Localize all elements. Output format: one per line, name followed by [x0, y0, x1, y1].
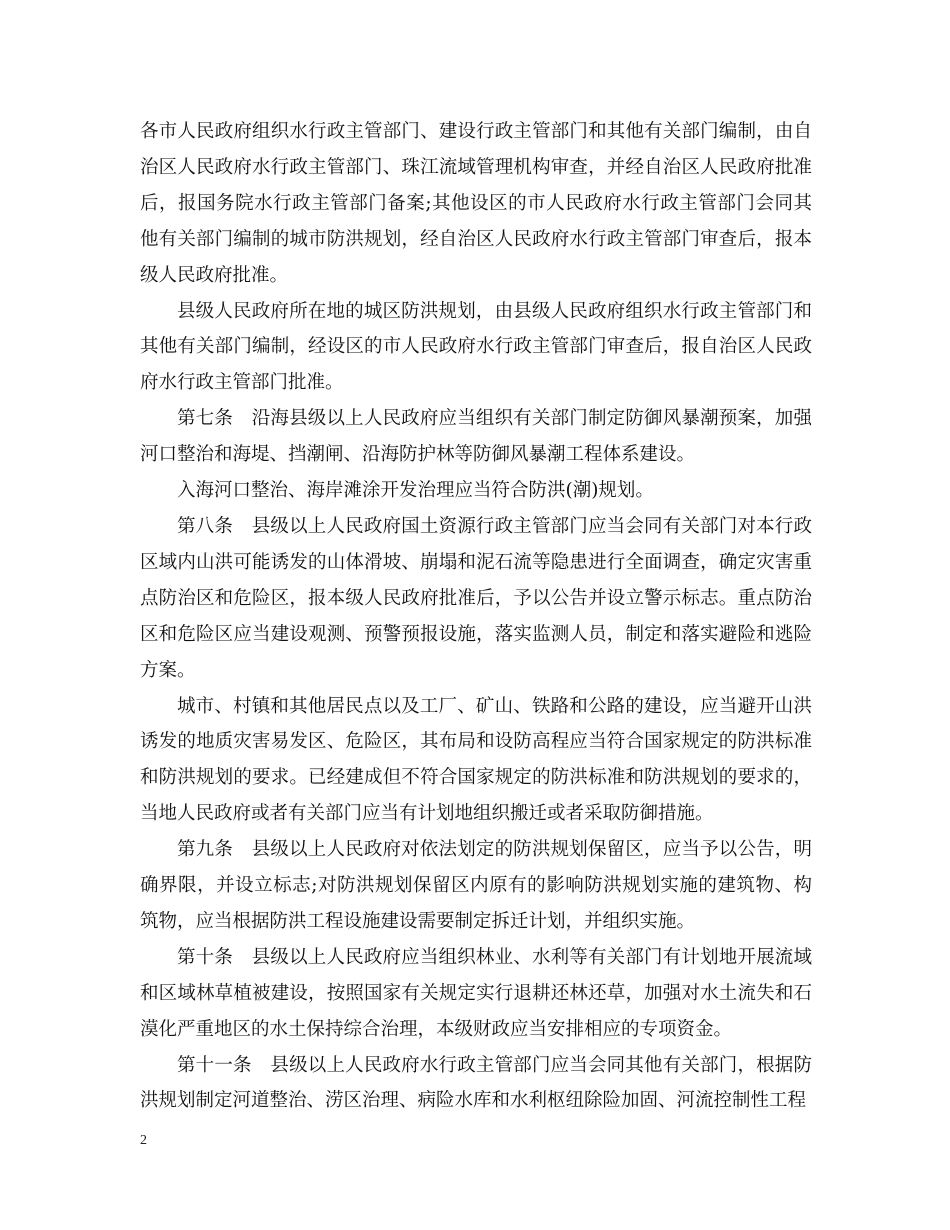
paragraph-article-9: 第九条 县级以上人民政府对依法划定的防洪规划保留区，应当予以公告，明确界限，并设立标志;对防洪规划保留区内原有的影响防洪规划实施的建筑物、构筑物，应当根据防洪工程设施建设需要制定拆迁计划，并组织实施。 [140, 839, 812, 932]
paragraph-article-10: 第十条 县级以上人民政府应当组织林业、水利等有关部门有计划地开展流域和区域林草植被建设，按照国家有关规定实行退耕还林还草，加强对水土流失和石漠化严重地区的水土保持综合治理，本级财政应当安排相应的专项资金。 [140, 946, 812, 1040]
paragraph-article-8: 第八条 县级以上人民政府国土资源行政主管部门应当会同有关部门对本行政区域内山洪可能诱发的山体滑坡、崩塌和泥石流等隐患进行全面调查，确定灾害重点防治区和危险区，报本级人民政府批准后，予以公告并设立警示标志。重点防治区和危险区应当建设观测、预警预报设施，落实监测人员，制定和落实避险和逃险方案。 [140, 515, 812, 681]
paragraph-4: 入海河口整治、海岸滩涂开发治理应当符合防洪(潮)规划。 [177, 480, 654, 502]
paragraph-2: 县级人民政府所在地的城区防洪规划，由县级人民政府组织水行政主管部门和其他有关部门编制，经设区的市人民政府水行政主管部门审查后，报自治区人民政府水行政主管部门批准。 [140, 300, 812, 394]
paragraph-6: 城市、村镇和其他居民点以及工厂、矿山、铁路和公路的建设，应当避开山洪诱发的地质灾害易发区、危险区，其布局和设防高程应当符合国家规定的防洪标准和防洪规划的要求。已经建成但不符合国家规定的防洪标准和防洪规划的要求的，当地人民政府或者有关部门应当有计划地组织搬迁或者采取防御措施。 [140, 695, 812, 825]
paragraph-article-11: 第十一条 县级以上人民政府水行政主管部门应当会同其他有关部门，根据防洪规划制定河道整治、涝区治理、病险水库和水利枢纽除险加固、河流控制性工程 [140, 1054, 812, 1112]
page-number: 2 [140, 1133, 147, 1148]
paragraph-1: 各市人民政府组织水行政主管部门、建设行政主管部门和其他有关部门编制，由自治区人民政府水行政主管部门、珠江流域管理机构审查，并经自治区人民政府批准后，报国务院水行政主管部门备案;其他设区的市人民政府水行政主管部门会同其他有关部门编制的城市防洪规划，经自治区人民政府水行政主管部门审查后，报本级人民政府批准。 [140, 121, 812, 286]
paragraph-article-7: 第七条 沿海县级以上人民政府应当组织有关部门制定防御风暴潮预案，加强河口整治和海堤、挡潮闸、沿海防护林等防御风暴潮工程体系建设。 [140, 408, 812, 466]
document-body [140, 114, 812, 1119]
